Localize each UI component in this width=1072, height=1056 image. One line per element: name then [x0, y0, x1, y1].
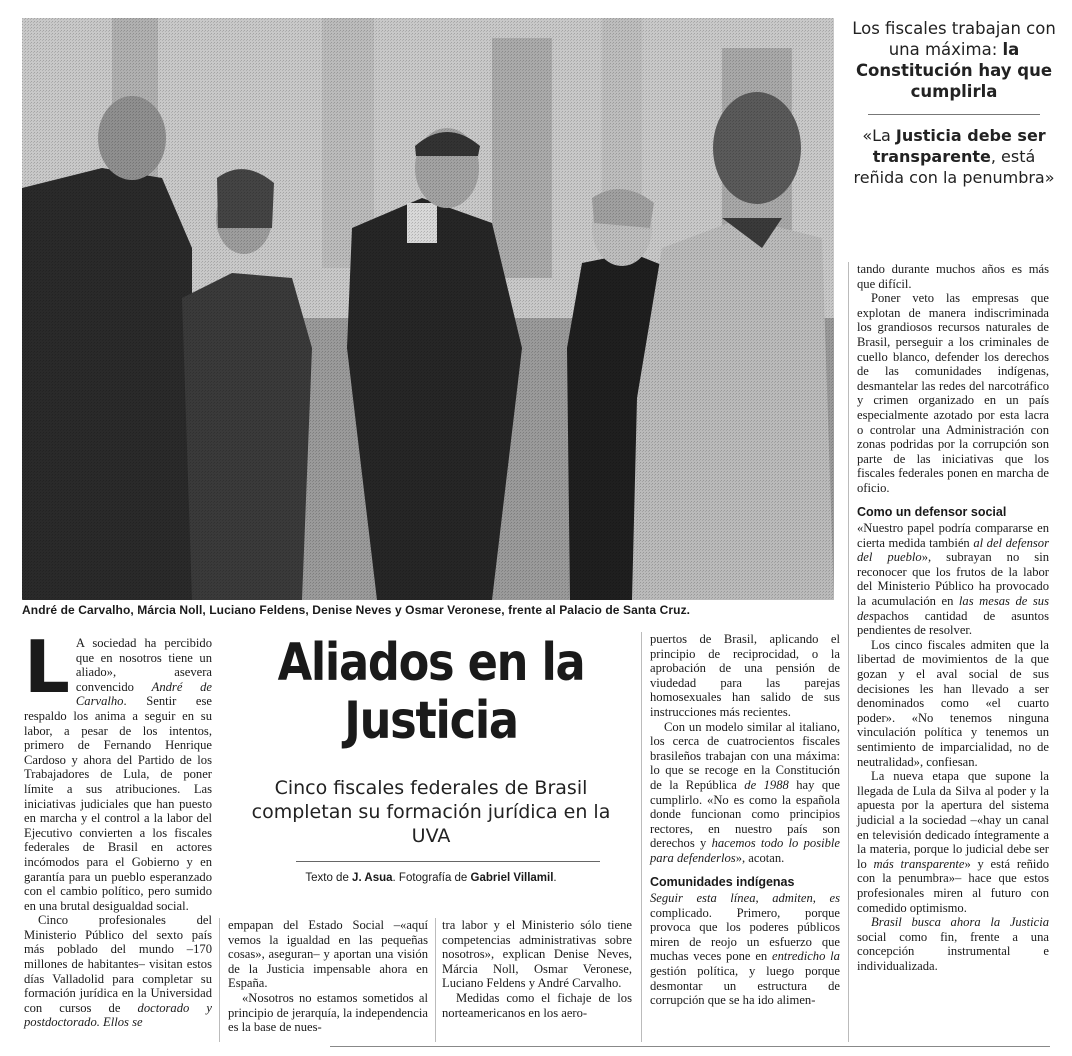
paragraph: Poner veto las empresas que explotan de manera indiscriminada los grandiosos recursos naturales de Brasil, perseguir a los criminales de cuello blanco, defender los derechos de las comunidades indígenas, desmantelar las redes del narcotráfico y crimen organizado en un país especialmente azotado por esta lacra o controlar una Administración con zonas podridas por la corrupción son parte de las iniciativas que los fiscales federales ponen en marcha de oficio.: [857, 291, 1049, 495]
paragraph: tra labor y el Ministerio sólo tiene competencias administrativas sobre nosotros», explican Denise Neves, Márcia Noll, Osmar Veronese, Luciano Feldens y André Carvalho.: [442, 918, 632, 991]
photo-caption: André de Carvalho, Márcia Noll, Luciano Feldens, Denise Neves y Osmar Veronese, frente al Palacio de Santa Cruz.: [22, 603, 691, 617]
bottom-divider: [330, 1046, 1050, 1047]
photo-image: [22, 18, 834, 600]
column-rule: [641, 632, 642, 1042]
article-column-2: [228, 918, 428, 1035]
column-rule: [219, 918, 220, 1042]
article-column-1: [24, 625, 212, 1030]
paragraph: La nueva etapa que supone la llegada de Lula da Silva al poder y la apuesta por la apertura del sistema judicial a la sociedad –«hay un canal en televisión dedicado íntegramente a la materia, porque lo judicial debe ser lo más transparente» y está reñido con la penumbra»– hace que estos profesionales miren al futuro con comedido optimismo.: [857, 769, 1049, 915]
pull-quote-2: «La Justicia debe ser transparente, está reñida con la penumbra»: [853, 126, 1055, 187]
article-column-4: [650, 632, 840, 1008]
headline: Aliados en la Justicia: [277, 633, 585, 751]
subheadline: Cinco fiscales federales de Brasil completan su formación jurídica en la UVA: [251, 777, 611, 847]
lead-paragraph: L A sociedad ha percibido que en nosotros tiene un aliado», asevera convencido André de Carvalho. Sentir ese respaldo los anima a seguir en su labor, a pesar de los intentos, primero de Fernando Henrique Cardoso y ahora del Partido de los Trabajadores de Lula, de poner límite a sus atribuciones. Las iniciativas judiciales que han puesto en marcha y el control a la labor del Ejecutivo convierten a los fiscales federales de Brasil en actores incómodos para el Gobierno y en garantía para un pueblo esperanzado con el cambio político, pero sumido en una brutal desigualdad social.: [24, 625, 212, 913]
paragraph: Los cinco fiscales admiten que la libertad de movimientos de la que gozan y el aval social de sus decisiones les han llevado a ser denominados como «el cuarto poder». «No tenemos ninguna vinculación política y tenemos un sentimiento de imparcialidad, no de neutralidad», confiesan.: [857, 637, 1049, 769]
credit-divider: [296, 861, 600, 862]
paragraph: Con un modelo similar al italiano, los cerca de cuatrocientos fiscales brasileños trabajan con una máxima: lo que se recoge en la Constitución de la República de 1988 hay que cumplirlo. «No es como la española donde funcionan como principios rectores, en nuestro país son derechos y hacemos todo lo posible para defenderlos», acotan.: [650, 719, 840, 865]
paragraph: Medidas como el fichaje de los norteamericanos en los aero-: [442, 990, 632, 1020]
column-rule: [848, 262, 849, 1042]
paragraph: puertos de Brasil, aplicando el principio de reciprocidad, o la aprobación de una pensión de viudedad para las parejas homosexuales han salido de sus instrucciones más recientes.: [650, 632, 840, 719]
paragraph: Cinco profesionales del Ministerio Público del sexto país más poblado del mundo –170 millones de habitantes– visitan estos días Valladolid para completar su formación jurídica en la Universidad con cursos de doctorado y postdoctorado. Ellos se: [24, 913, 212, 1030]
article-column-5: [857, 262, 1049, 974]
section-heading: Como un defensor social: [857, 504, 1007, 519]
article-column-3: [442, 918, 632, 1020]
paragraph: tando durante muchos años es más que difícil.: [857, 262, 1049, 291]
paragraph: Seguir esta línea, admiten, es complicado. Primero, porque provoca que los poderes públicos miren de reojo un esfuerzo que muchas veces pone en entredicho la gestión política, y luego porque desmontar un estructura de corrupción que se ha ido alimen-: [650, 891, 840, 1008]
paragraph: Brasil busca ahora la Justicia social como fin, frente a una concepción instrumental e individualizada.: [857, 915, 1049, 973]
news-photo: [22, 18, 834, 600]
section-heading: Comunidades indígenas: [650, 874, 795, 889]
paragraph: «Nuestro papel podría compararse en cierta medida también al del defensor del pueblo», subrayan no sin reconocer que los frutos de la labor del Ministerio Público ha provocado la acumulación en las mesas de sus despachos cantidad de asuntos pendientes de resolver.: [857, 521, 1049, 638]
quote-divider: [868, 114, 1040, 115]
paragraph: «Nosotros no estamos sometidos al principio de jerarquía, la independencia es la base de nues-: [228, 990, 428, 1035]
pull-quote-1: Los fiscales trabajan con una máxima: la Constitución hay que cumplirla: [852, 19, 1056, 101]
column-rule: [435, 918, 436, 1042]
byline: Texto de J. Asua. Fotografía de Gabriel Villamil.: [305, 872, 557, 884]
pull-quotes: [848, 18, 1060, 188]
paragraph: empapan del Estado Social –«aquí vemos la igualdad en las pequeñas cosas», aseguran– y aportan una visión de la Justicia impensable ahora en España.: [228, 918, 428, 991]
drop-cap: L: [24, 625, 70, 709]
